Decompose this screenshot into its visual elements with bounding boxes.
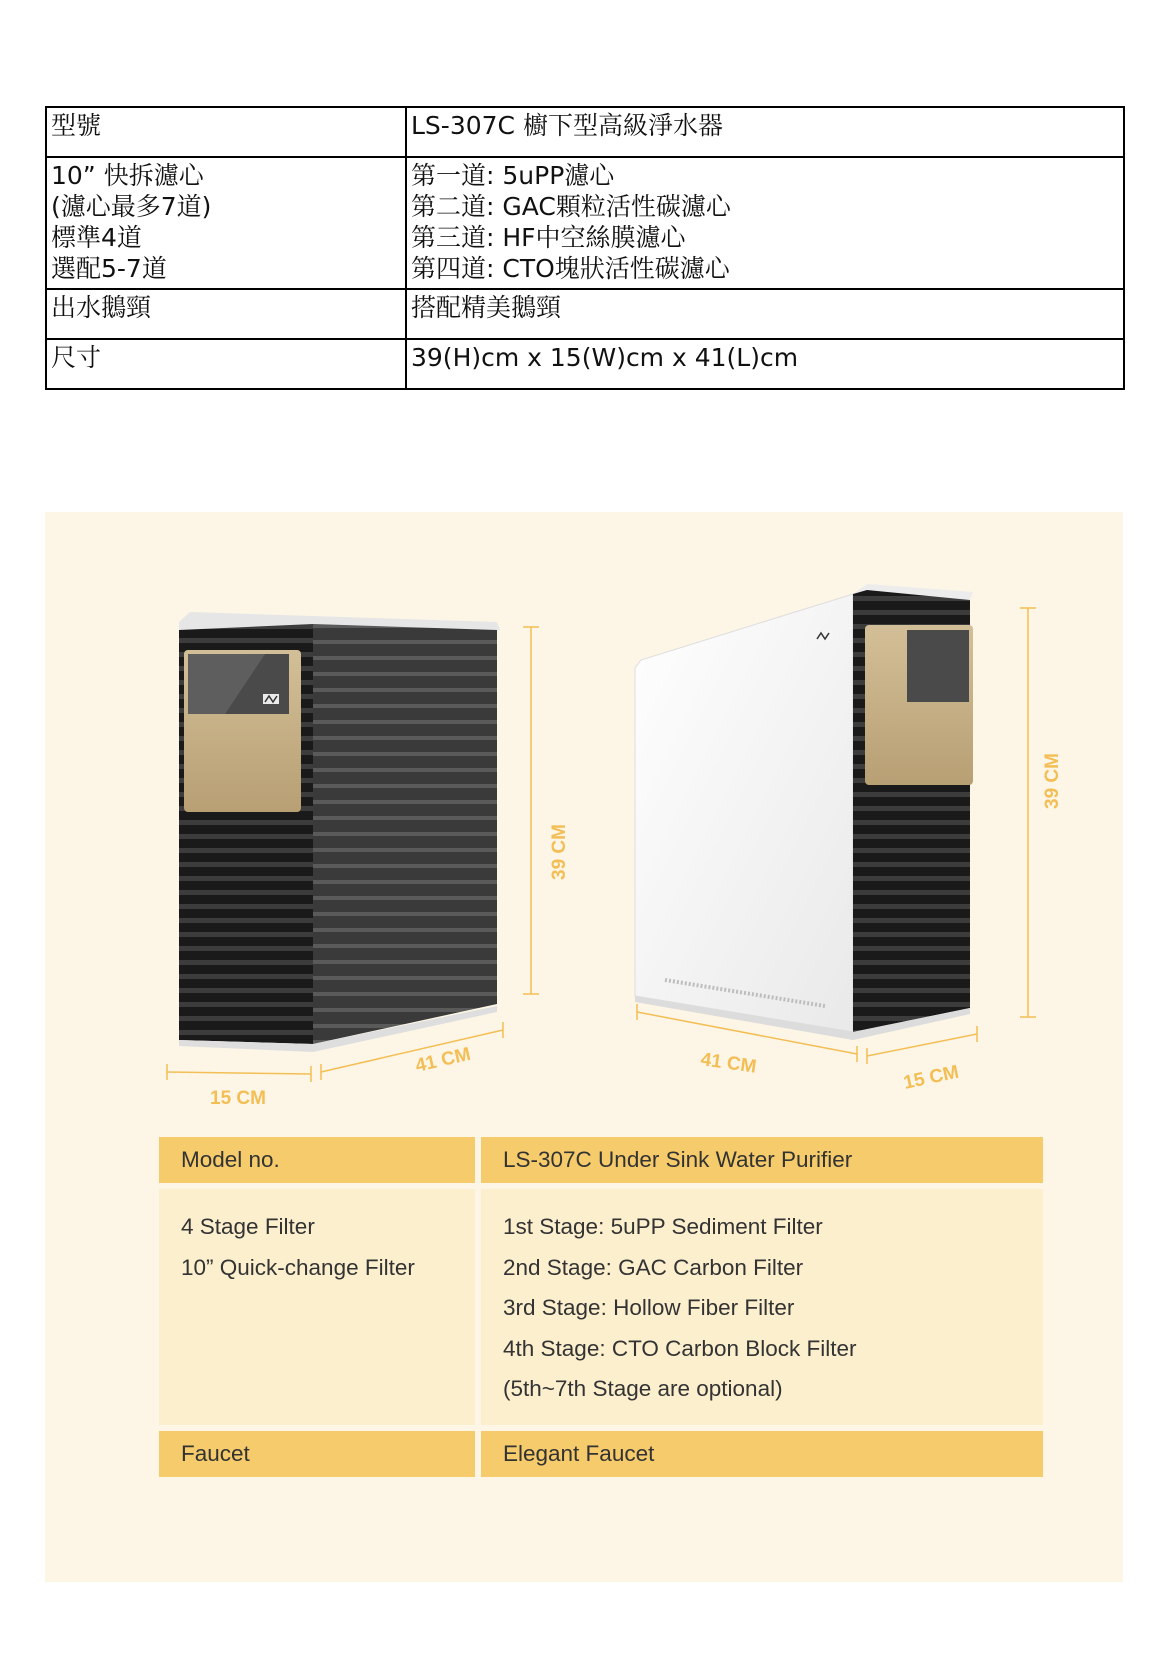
en-spec-table <box>159 1137 1043 1483</box>
zh-size-value: 39(H)cm x 15(W)cm x 41(L)cm <box>406 339 1124 389</box>
zh-spec-table <box>45 106 1125 390</box>
en-filter-label: 4 Stage Filter 10” Quick-change Filter <box>159 1189 475 1425</box>
back-length-label: 41 CM <box>699 1049 758 1078</box>
zh-row-model <box>46 107 1124 157</box>
front-width-label: 15 CM <box>210 1088 266 1109</box>
zh-model-label: 型號 <box>46 107 406 157</box>
en-row-model <box>159 1137 1043 1183</box>
zh-faucet-label: 出水鵝頸 <box>46 289 406 339</box>
back-height-label: 39 CM <box>1042 753 1063 809</box>
back-width-label: 15 CM <box>901 1061 961 1094</box>
front-unit-side <box>313 624 497 1044</box>
zh-faucet-value: 搭配精美鵝頸 <box>406 289 1124 339</box>
zh-row-size <box>46 339 1124 389</box>
front-height-label: 39 CM <box>549 824 570 880</box>
back-display-screen <box>907 630 969 702</box>
zh-model-value: LS-307C 櫥下型高級淨水器 <box>406 107 1124 157</box>
product-panel <box>45 512 1123 1582</box>
en-model-label: Model no. <box>159 1137 475 1183</box>
product-illustration <box>45 512 1123 1112</box>
front-view-unit <box>179 612 500 1052</box>
back-unit-front <box>635 594 853 1032</box>
zh-filter-value: 第一道: 5uPP濾心 第二道: GAC顆粒活性碳濾心 第三道: HF中空絲膜濾心 第四道: CTO塊狀活性碳濾心 <box>406 157 1124 289</box>
en-row-filter <box>159 1189 1043 1425</box>
en-model-value: LS-307C Under Sink Water Purifier <box>481 1137 1043 1183</box>
brand-logo-icon <box>263 694 279 704</box>
back-view-unit <box>635 584 973 1040</box>
en-row-faucet <box>159 1431 1043 1477</box>
zh-row-filter <box>46 157 1124 289</box>
front-length-label: 41 CM <box>413 1043 473 1077</box>
back-logo-icon <box>815 630 833 642</box>
en-faucet-label: Faucet <box>159 1431 475 1477</box>
zh-filter-label: 10” 快拆濾心 (濾心最多7道) 標準4道 選配5-7道 <box>46 157 406 289</box>
en-filter-value: 1st Stage: 5uPP Sediment Filter 2nd Stage: GAC Carbon Filter 3rd Stage: Hollow Fiber Filter 4th Stage: CTO Carbon Block Filter (5th~7th Stage are optional) <box>481 1189 1043 1425</box>
en-faucet-value: Elegant Faucet <box>481 1431 1043 1477</box>
zh-row-faucet <box>46 289 1124 339</box>
zh-size-label: 尺寸 <box>46 339 406 389</box>
